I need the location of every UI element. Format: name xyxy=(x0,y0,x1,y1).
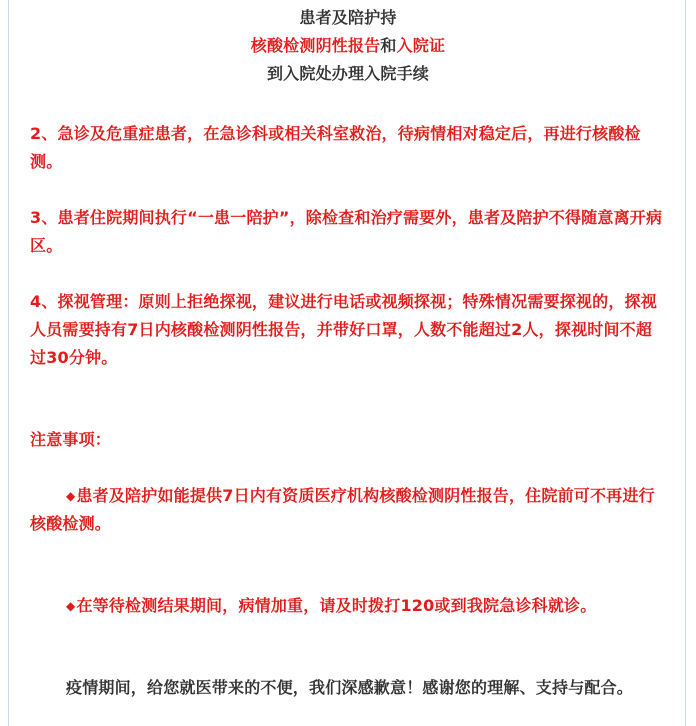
header-negative-report: 核酸检测阴性报告 xyxy=(250,36,381,55)
note-bullet-1 xyxy=(30,482,666,538)
notice-content xyxy=(30,4,666,702)
header-line-1: 患者及陪护持 xyxy=(299,8,397,27)
diamond-bullet-icon: ◆ xyxy=(66,489,76,503)
item-3: 3、患者住院期间执行“一患一陪护”，除检查和治疗需要外，患者及陪护不得随意离开病区。 xyxy=(30,208,663,255)
header-line-2 xyxy=(30,32,666,60)
notice-header xyxy=(30,4,666,88)
spacer xyxy=(30,538,666,592)
closing-text: 疫情期间，给您就医带来的不便，我们深感歉意！感谢您的理解、支持与配合。 xyxy=(66,678,634,697)
spacer xyxy=(30,88,666,120)
notes-title: 注意事项： xyxy=(30,430,112,449)
spacer xyxy=(30,454,666,482)
header-and: 和 xyxy=(380,36,397,55)
item-4: 4、探视管理：原则上拒绝探视，建议进行电话或视频探视；特殊情况需要探视的，探视人员需要持有7日内核酸检测阴性报告，并带好口罩，人数不能超过2人，探视时间不超过30分钟。 xyxy=(30,292,657,367)
note-bullet-1-text: 患者及陪护如能提供7日内有资质医疗机构核酸检测阴性报告，住院前可不再进行核酸检测。 xyxy=(30,486,655,533)
diamond-bullet-icon: ◆ xyxy=(66,599,76,613)
note-bullet-2-text: 在等待检测结果期间，病情加重，请及时拨打120或到我院急诊科就诊。 xyxy=(76,596,597,615)
note-bullet-2 xyxy=(30,592,666,620)
spacer xyxy=(30,260,666,288)
header-admission-certificate: 入院证 xyxy=(396,36,446,55)
spacer xyxy=(30,372,666,426)
spacer xyxy=(30,620,666,674)
spacer xyxy=(30,176,666,204)
header-line-3: 到入院处办理入院手续 xyxy=(266,64,429,83)
item-2: 2、急诊及危重症患者，在急诊科或相关科室救治，待病情相对稳定后，再进行核酸检测。 xyxy=(30,124,641,171)
